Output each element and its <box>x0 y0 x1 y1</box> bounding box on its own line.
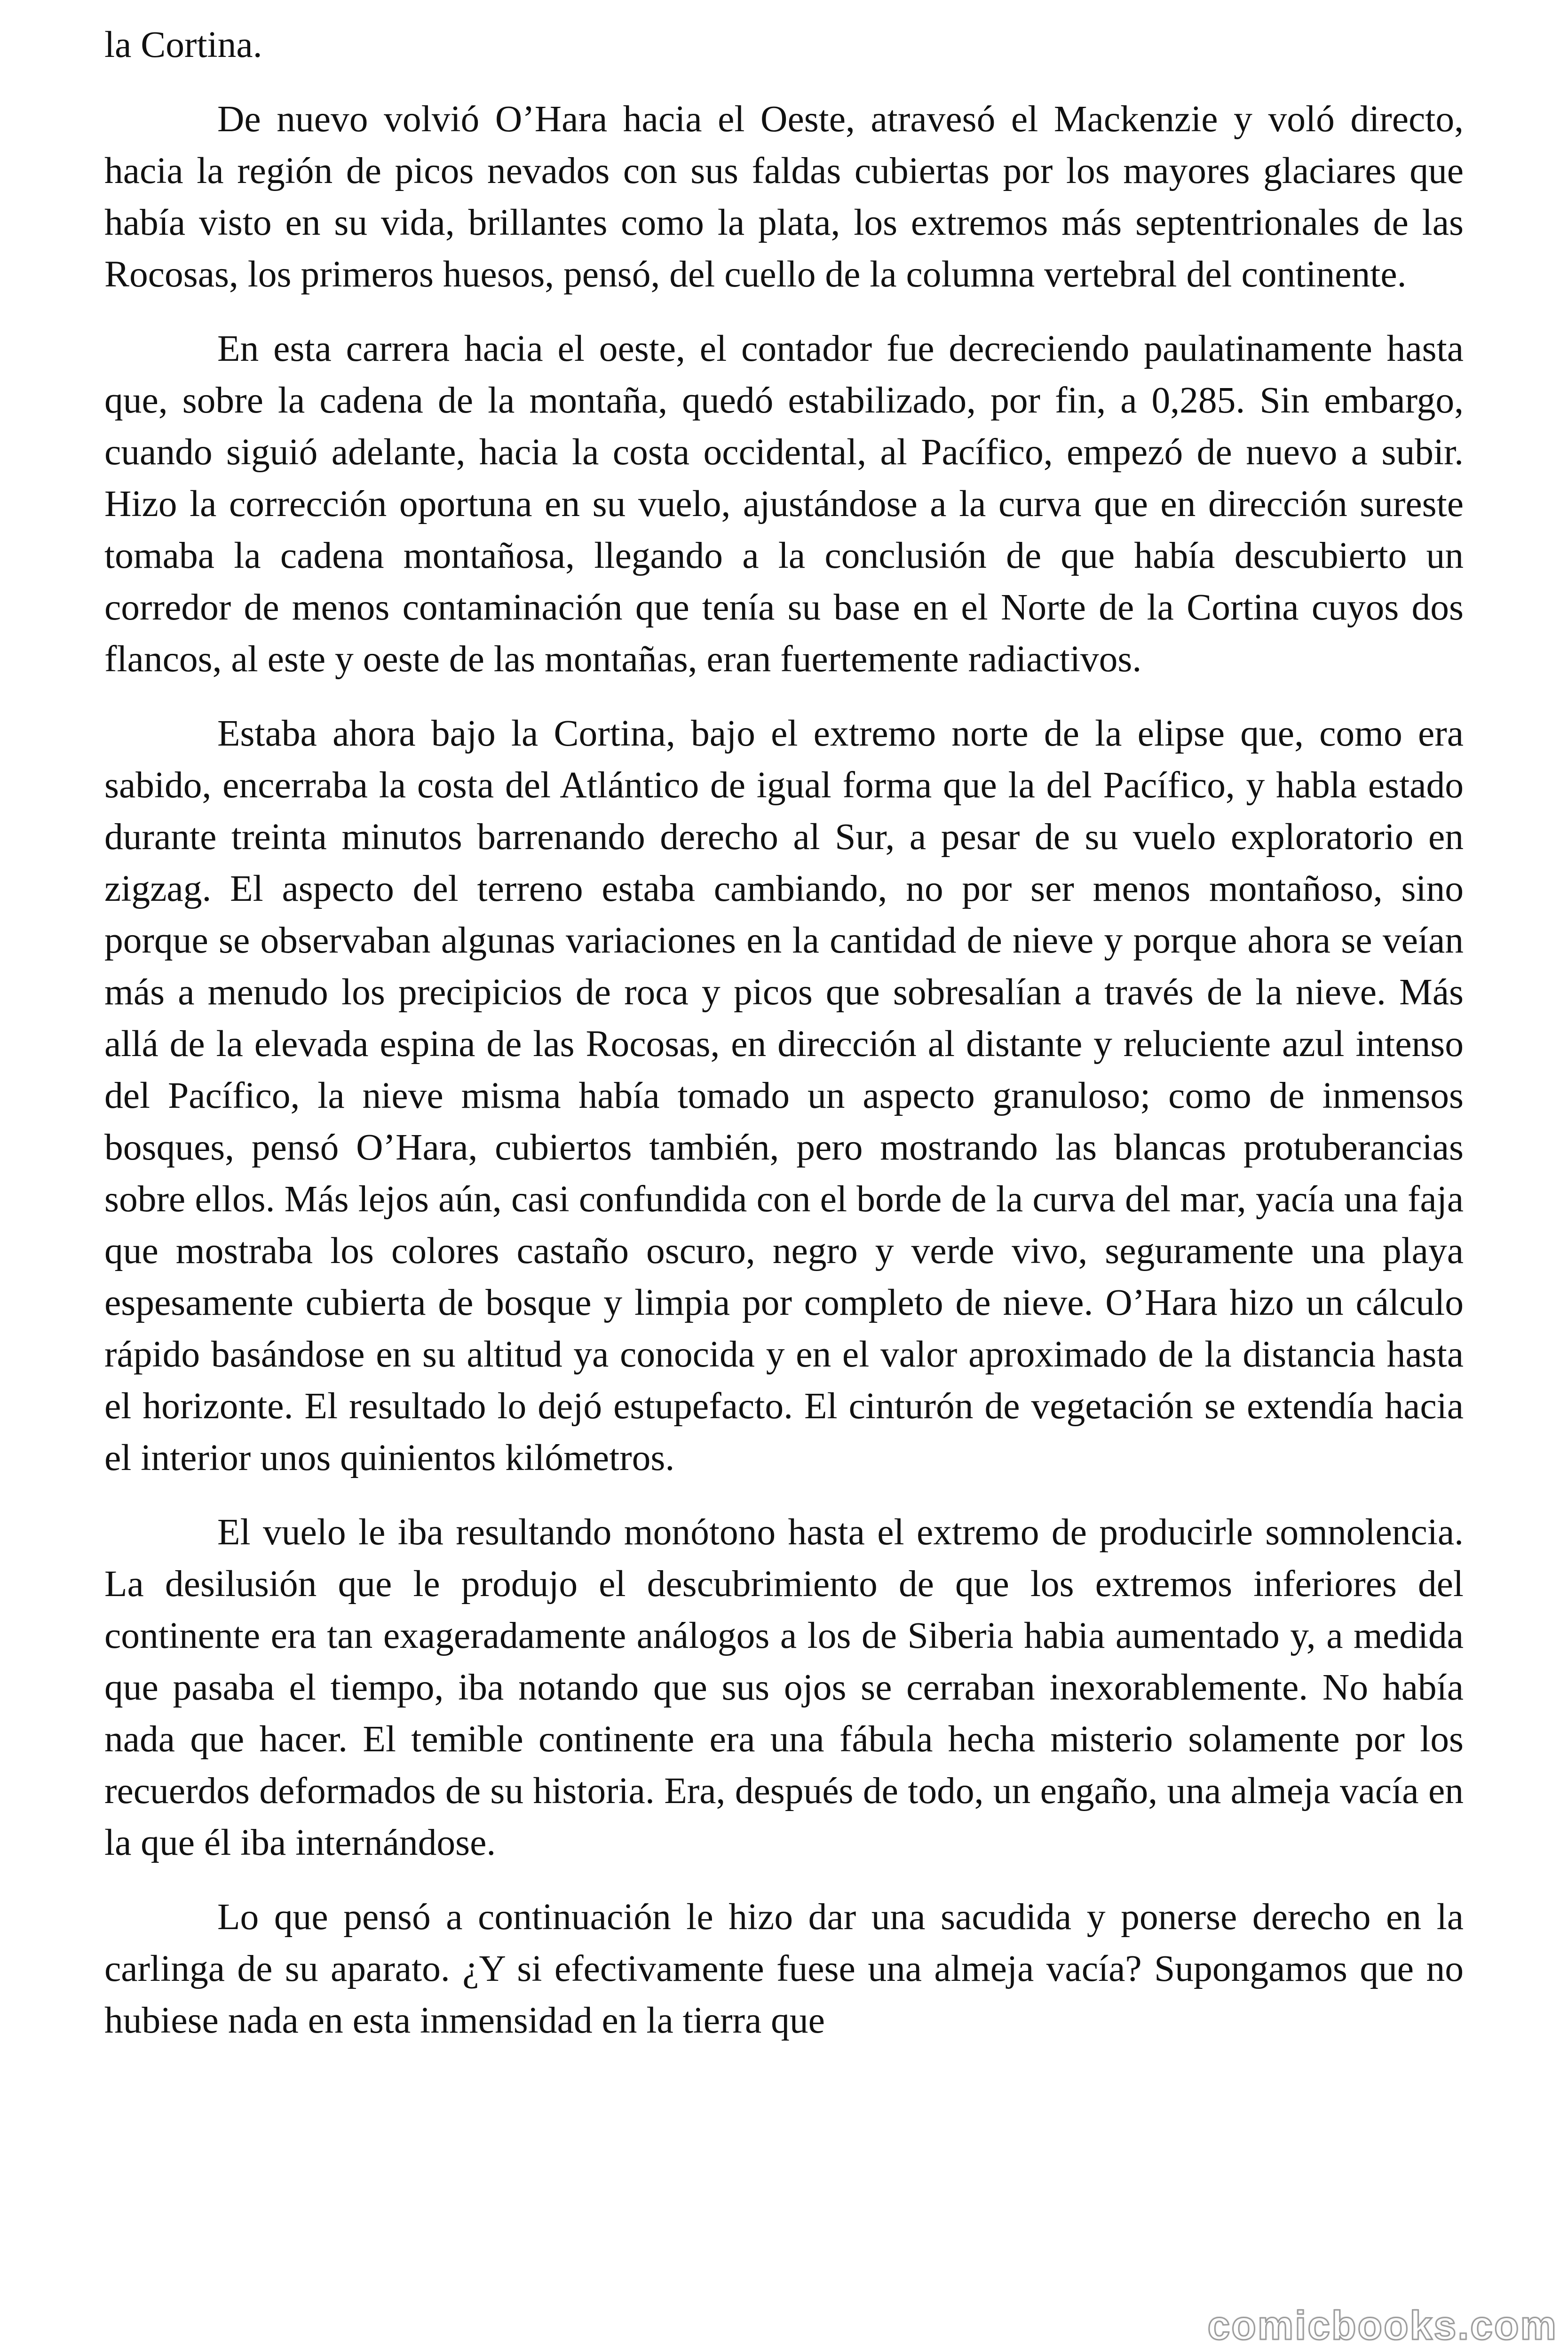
paragraph: En esta carrera hacia el oeste, el contador fue decreciendo paulatinamente hasta que, sobre la cadena de la montaña, quedó estabilizado, por fin, a 0,285. Sin embargo, cuando siguió adelante, hacia la costa occidental, al Pacífico, empezó de nuevo a subir. Hizo la corrección oportuna en su vuelo, ajustándose a la curva que en dirección sureste tomaba la cadena montañosa, llegando a la conclusión de que había descubierto un corredor de menos contaminación que tenía su base en el Norte de la Cortina cuyos dos flancos, al este y oeste de las montañas, eran fuertemente radiactivos. <box>104 328 1464 680</box>
watermark: comicbooks.com <box>1207 2303 1558 2348</box>
paragraph: El vuelo le iba resultando monótono hasta el extremo de producirle somnolencia. La desilusión que le produjo el descubrimiento de que los extremos inferiores del continente era tan exageradamente análogos a los de Siberia habia aumentado y, a medida que pasaba el tiempo, iba notando que sus ojos se cerraban inexorablemente. No había nada que hacer. El temible continente era una fábula hecha misterio solamente por los recuerdos deformados de su historia. Era, después de todo, un engaño, una almeja vacía en la que él iba internándose. <box>104 1511 1464 1863</box>
book-page <box>104 19 1464 2046</box>
paragraph-continuation: la Cortina. <box>104 24 262 65</box>
paragraph: Lo que pensó a continuación le hizo dar una sacudida y ponerse derecho en la carlinga de su aparato. ¿Y si efectivamente fuese una almeja vacía? Supongamos que no hubiese nada en esta inmensidad en la tierra que <box>104 1896 1464 2041</box>
paragraph: De nuevo volvió O’Hara hacia el Oeste, atravesó el Mackenzie y voló directo, hacia la región de picos nevados con sus faldas cubiertas por los mayores glaciares que había visto en su vida, brillantes como la plata, los extremos más septentrionales de las Rocosas, los primeros huesos, pensó, del cuello de la columna vertebral del continente. <box>104 98 1464 295</box>
paragraph: Estaba ahora bajo la Cortina, bajo el extremo norte de la elipse que, como era sabido, encerraba la costa del Atlántico de igual forma que la del Pacífico, y habla estado durante treinta minutos barrenando derecho al Sur, a pesar de su vuelo exploratorio en zigzag. El aspecto del terreno estaba cambiando, no por ser menos montañoso, sino porque se observaban algunas variaciones en la cantidad de nieve y porque ahora se veían más a menudo los precipicios de roca y picos que sobresalían a través de la nieve. Más allá de la elevada espina de las Rocosas, en dirección al distante y reluciente azul intenso del Pacífico, la nieve misma había tomado un aspecto granuloso; como de inmensos bosques, pensó O’Hara, cubiertos también, pero mostrando las blancas protuberancias sobre ellos. Más lejos aún, casi confundida con el borde de la curva del mar, yacía una faja que mostraba los colores castaño oscuro, negro y verde vivo, seguramente una playa espesamente cubierta de bosque y limpia por completo de nieve. O’Hara hizo un cálculo rápido basándose en su altitud ya conocida y en el valor aproximado de la distancia hasta el horizonte. El resultado lo dejó estupefacto. El cinturón de vegetación se extendía hacia el interior unos quinientos kilómetros. <box>104 713 1464 1478</box>
